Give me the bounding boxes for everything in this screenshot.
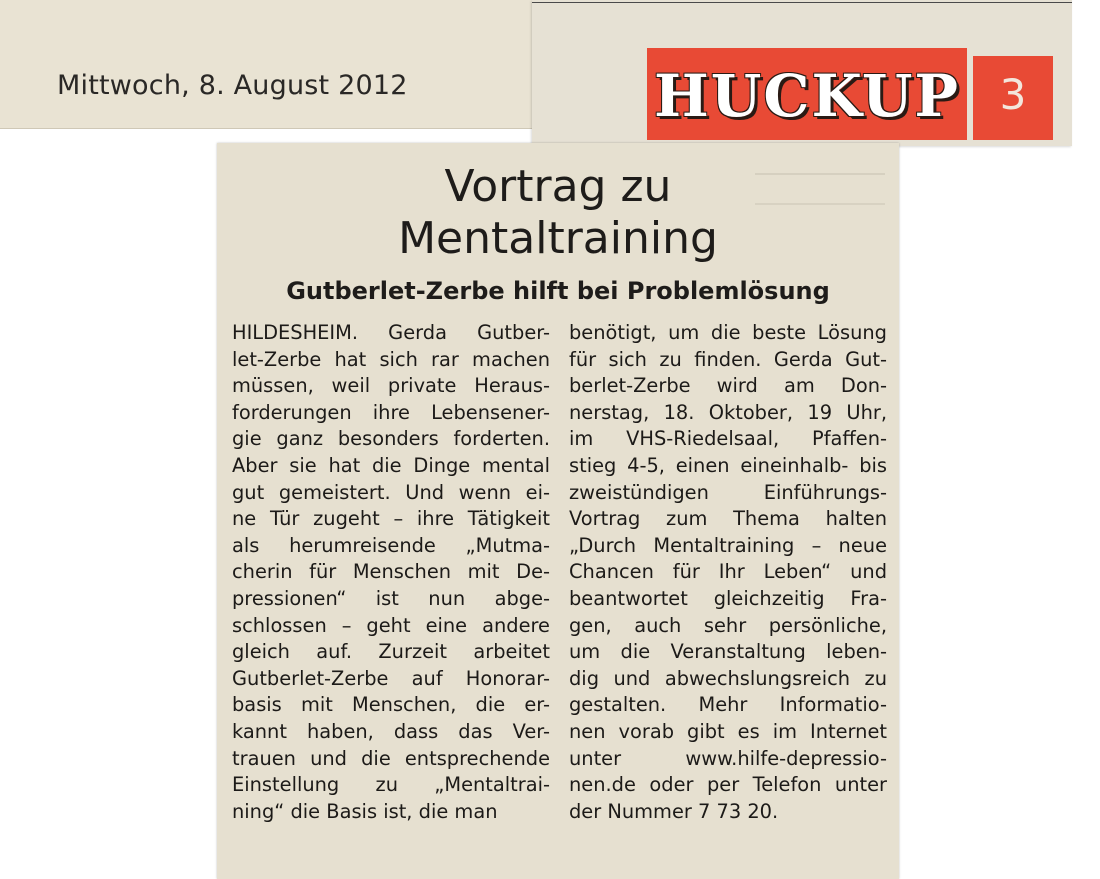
article-text-line: gleich auf. Zurzeit arbeitet <box>232 640 550 664</box>
article-text-line: im VHS-Riedelsaal, Pfaffen- <box>569 427 887 451</box>
article-text-line: müssen, weil private Heraus- <box>232 374 550 398</box>
article-text-line: für sich zu finden. Gerda Gut- <box>569 347 887 371</box>
article-text-line: ning“ die Basis ist, die man <box>232 799 498 823</box>
headline-line-2: Mentaltraining <box>398 213 718 264</box>
article-text-line: Vortrag zum Thema halten <box>569 507 887 531</box>
article-text-line: dig und abwechslungsreich zu <box>569 666 887 690</box>
article-text-line: Chancen für Ihr Leben“ und <box>569 560 887 584</box>
brand-logo-text: HUCKUP <box>653 62 961 130</box>
masthead-rule <box>532 2 1072 3</box>
article-text-line: der Nummer 7 73 20. <box>569 799 779 823</box>
article-text-line: zweistündigen Einführungs- <box>569 480 887 504</box>
brand-logo <box>647 48 967 140</box>
article-text-line: Gutberlet-Zerbe auf Honorar- <box>232 666 550 690</box>
article-headline <box>217 161 899 265</box>
article-text-line: kannt haben, dass das Ver- <box>232 719 550 743</box>
article-text-line: Aber sie hat die Dinge mental <box>232 453 550 477</box>
masthead-strip <box>532 0 1072 146</box>
article-subheadline: Gutberlet-Zerbe hilft bei Problemlösung <box>286 277 830 305</box>
article-text-line: basis mit Menschen, die er- <box>232 693 550 717</box>
article-text-line: um die Veranstaltung leben- <box>569 640 887 664</box>
article-text-line: nen.de oder per Telefon unter <box>569 773 887 797</box>
article-clipping <box>217 143 899 879</box>
article-column-right <box>569 320 887 825</box>
article-text-line: „Durch Mentaltraining – neue <box>569 533 887 557</box>
article-text-line: gen, auch sehr persönliche, <box>569 613 887 637</box>
article-text-line: unter www.hilfe-depressio- <box>569 746 887 770</box>
article-text-line: nen vorab gibt es im Internet <box>569 719 887 743</box>
article-text-line: gie ganz besonders forderten. <box>232 427 550 451</box>
issue-date: Mittwoch, 8. August 2012 <box>57 70 408 101</box>
article-text-line: als herumreisende „Mutma- <box>232 533 550 557</box>
article-text-line: nerstag, 18. Oktober, 19 Uhr, <box>569 400 887 424</box>
article-column-left <box>232 320 550 825</box>
article-text-line: berlet-Zerbe wird am Don- <box>569 374 887 398</box>
headline-line-1: Vortrag zu <box>444 161 672 212</box>
article-text-line: gestalten. Mehr Informatio- <box>569 693 887 717</box>
article-text-line: gut gemeistert. Und wenn ei- <box>232 480 550 504</box>
article-text-line: Einstellung zu „Mentaltrai- <box>232 773 550 797</box>
page-number-badge <box>973 56 1053 140</box>
article-text-line: schlossen – geht eine andere <box>232 613 550 637</box>
article-text-line: trauen und die entsprechende <box>232 746 550 770</box>
article-text-line: benötigt, um die beste Lösung <box>569 321 887 344</box>
article-text-line: forderungen ihre Lebensener- <box>232 400 550 424</box>
article-text-line: HILDESHEIM. Gerda Gutber- <box>232 321 550 344</box>
date-strip <box>0 0 535 129</box>
article-text-line: pressionen“ ist nun abge- <box>232 586 550 610</box>
page-number: 3 <box>999 70 1027 119</box>
article-text-line: ne Tür zugeht – ihre Tätigkeit <box>232 507 550 531</box>
article-text-line: let-Zerbe hat sich rar machen <box>232 347 550 371</box>
article-text-line: beantwortet gleichzeitig Fra- <box>569 586 887 610</box>
article-text-line: cherin für Menschen mit De- <box>232 560 550 584</box>
article-text-line: stieg 4-5, einen eineinhalb- bis <box>569 453 887 477</box>
